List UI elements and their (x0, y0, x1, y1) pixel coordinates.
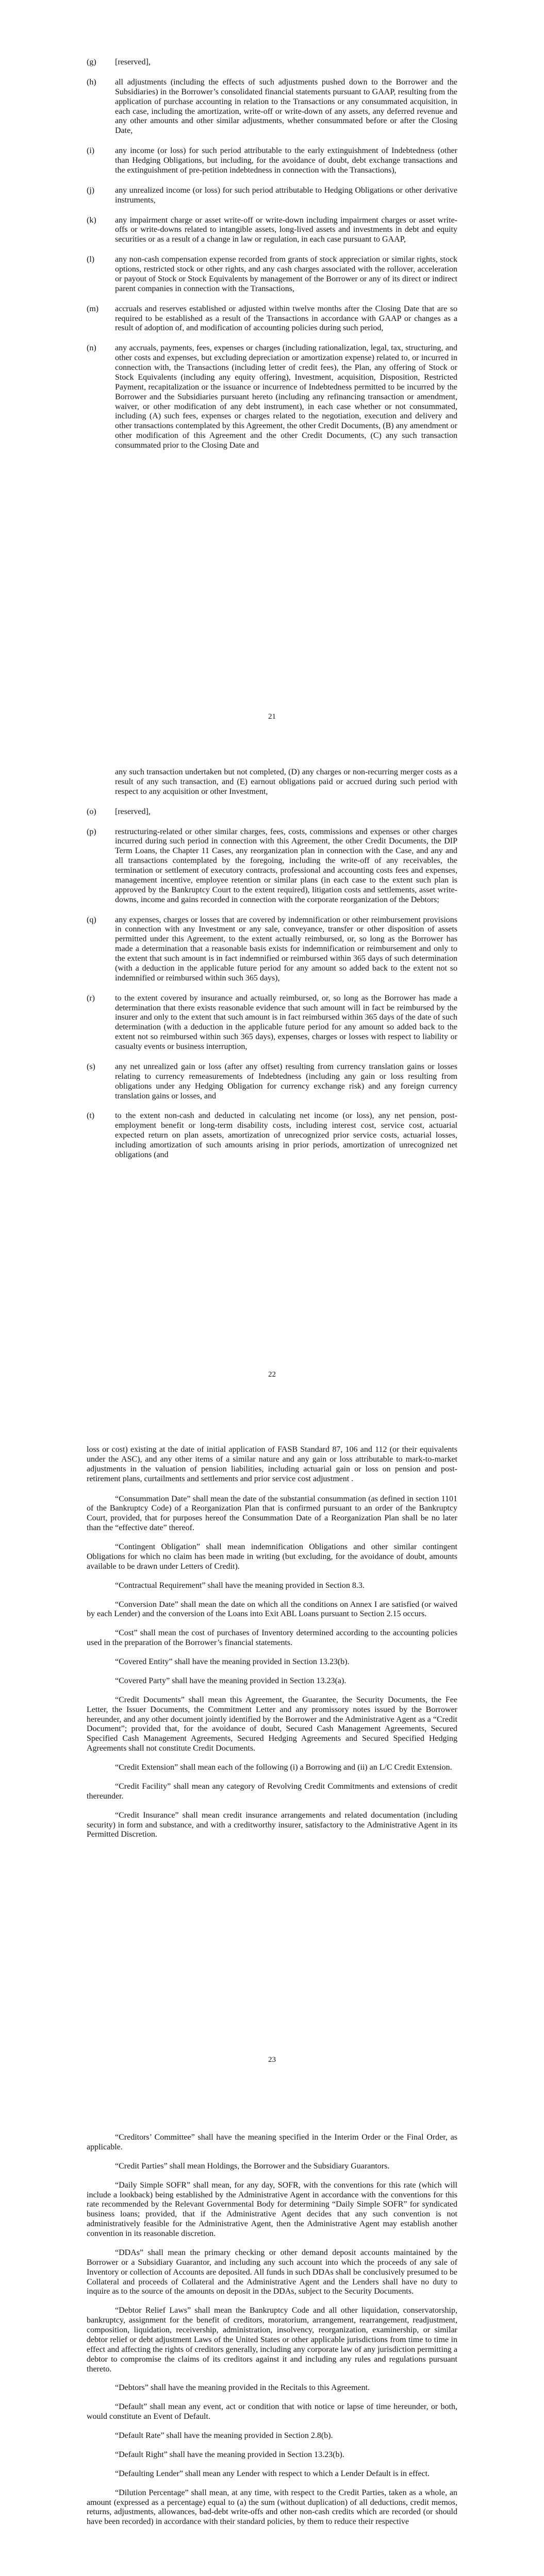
page-number: 21 (268, 713, 276, 721)
clause-r (87, 994, 457, 1052)
clause-o (87, 807, 457, 817)
clause-text: to the extent covered by insurance and actually reimbursed, or, so long as the Borrower has made a determination that there exists reasonable evidence that such amount will in fact be reimbursed by the insurer and only to the extent that such amount is in fact reimbursed within 365 days of the date of such determination (with a deduction in the applicable future period for any amount so added back to the extent not so reimbursed within such 365 days), expenses, charges or losses with respect to liability or casualty events or business interruption, (115, 993, 457, 1051)
definition-credit-insurance: “Credit Insurance” shall mean credit insurance arrangements and related documentation (including security) in form and substance, and with a creditworthy insurer, satisfactory to the Administrative Agent in its Permitted Discretion. (87, 1810, 457, 1839)
clause-label: (m) (87, 304, 99, 313)
definition-consummation-date: “Consummation Date” shall mean the date of the substantial consummation (as defined in section 1101 of the Bankruptcy Code) of a Reorganization Plan that is confirmed pursuant to an order of the Bankruptcy Court, provided, that for purposes hereof the Consummation Date of a Reorganization Plan shall be no later than the “effective date” thereof. (87, 1494, 457, 1533)
definition-credit-facility: “Credit Facility” shall mean any category of Revolving Credit Commitments and extensions of credit thereunder. (87, 1782, 457, 1801)
clause-n (87, 344, 457, 451)
clause-continuation: loss or cost) existing at the date of initial application of FASB Standard 87, 106 and 112 (or their equivalents under the ASC), and any other items of a similar nature and any gain or loss attributable to mark-to-market adjustments in the valuation of pension liabilities, including actuarial gain or loss on pension and post-retirement plans, curtailments and settlements and prior service cost adjustment . (87, 1445, 457, 1483)
page-number: 22 (268, 1370, 276, 1379)
clause-p (87, 827, 457, 905)
clause-label: (j) (87, 185, 95, 195)
clause-text: all adjustments (including the effects of such adjustments pushed down to the Borrower and the Subsidiaries) in the Borrower’s consolidated financial statements pursuant to GAAP, resulting from the application of purchase accounting in relation to the Transactions or any consummated acquisition, in each case, including the amortization, write-off or write-down of any assets, any deferred revenue and any other amounts and other similar adjustments, whether consummated before or after the Closing Date, (115, 77, 457, 135)
definition-defaulting-lender: “Defaulting Lender” shall mean any Lender with respect to which a Lender Default is in effect. (115, 2469, 430, 2478)
clause-g (87, 58, 457, 67)
document-page-23 (0, 1445, 544, 1849)
clause-m (87, 304, 457, 334)
clause-label: (i) (87, 146, 95, 156)
clause-label: (p) (87, 827, 96, 836)
definition-contractual-requirement: “Contractual Requirement” shall have the meaning provided in Section 8.3. (115, 1581, 365, 1590)
document-page-24 (0, 2133, 544, 2536)
definition-creditors-committee: “Creditors’ Committee” shall have the meaning specified in the Interim Order or the Final Order, as applicable. (87, 2133, 457, 2151)
clause-text: restructuring-related or other similar charges, fees, costs, commissions and expenses or other charges incurred during such period in connection with this Agreement, the other Credit Documents, the DIP Term Loans, the Chapter 11 Cases, any reorganization plan in connection with the Case, and any and all transactions contemplated by the foregoing, including the write-off of any receivables, the termination or settlement of executory contracts, professional and accounting costs fees and expenses, management incentive, employee retention or similar plans (in each case to the extent such plan is approved by the Bankruptcy Court to the extent required), litigation costs and settlements, asset write-downs, income and gains recorded in connection with the corporate reorganization of the Debtors; (115, 827, 457, 904)
clause-label: (o) (87, 807, 96, 816)
clause-s (87, 1062, 457, 1101)
clause-h (87, 78, 457, 136)
clause-text: [reserved], (115, 807, 151, 816)
definition-default-right: “Default Right” shall have the meaning provided in Section 13.23(b). (115, 2450, 344, 2459)
definition-default-rate: “Default Rate” shall have the meaning provided in Section 2.8(b). (115, 2431, 333, 2440)
clause-label: (r) (87, 993, 95, 1003)
clause-text: any income (or loss) for such period attributable to the early extinguishment of Indebtedness (other than Hedging Obligations, but including, for the avoidance of doubt, debt exchange transactions and the extinguishment of pre-petition indebtedness in connection with the Transactions), (115, 146, 457, 175)
clause-text: [reserved], (115, 58, 151, 66)
definition-contingent-obligation: “Contingent Obligation” shall mean indemnification Obligations and other similar contingent Obligations for which no claim has been made in writing (but excluding, for the avoidance of doubt, amounts available to be drawn under Letters of Credit). (87, 1543, 457, 1571)
clause-label: (s) (87, 1062, 95, 1071)
clause-text: any non-cash compensation expense recorded from grants of stock appreciation or similar rights, stock options, restricted stock or other rights, and any cash charges associated with the rollover, acceleration or payout of Stock or Stock Equivalents by management of the Borrower or any of its direct or indirect parent companies in connection with the Transactions, (115, 255, 457, 293)
definition-conversion-date: “Conversion Date” shall mean the date on which all the conditions on Annex I are satisfied (or waived by each Lender) and the conversion of the Loans into Exit ABL Loans pursuant to Section 2.15 occurs. (87, 1600, 457, 1619)
definition-covered-party: “Covered Party” shall have the meaning provided in Section 13.23(a). (115, 1676, 347, 1685)
clause-text: any expenses, charges or losses that are covered by indemnification or other reimbursement provisions in connection with any Investment or any sale, conveyance, transfer or other disposition of assets permitted under this Agreement, to the extent actually reimbursed, or, so long as the Borrower has made a determination that a reasonable basis exists for indemnification or reimbursement and only to the extent that such amount is in fact indemnified or reimbursed within 365 days of such determination (with a deduction in the applicable future period for any amount so added back to the extent not so indemnified or reimbursed within such 365 days), (115, 915, 457, 982)
definition-covered-entity: “Covered Entity” shall have the meaning provided in Section 13.23(b). (115, 1657, 350, 1666)
clause-text: any impairment charge or asset write-off or write-down including impairment charges or asset write-offs or write-downs related to intangible assets, long-lived assets and investments in debt and equity securities or as a result of a change in law or regulation, in each case pursuant to GAAP, (115, 215, 457, 244)
definition-dilution-percentage: “Dilution Percentage” shall mean, at any time, with respect to the Credit Parties, taken as a whole, an amount (expressed as a percentage) equal to (a) the sum (without duplication) of all deductions, credit memos, returns, adjustments, allowances, bad-debt write-offs and other non-cash credits which are recorded (or should have been recorded) in accordance with their standard policies, by them to reduce their respective (87, 2488, 457, 2527)
definition-credit-parties: “Credit Parties” shall mean Holdings, the Borrower and the Subsidiary Guarantors. (115, 2161, 390, 2171)
document-page-21 (0, 58, 544, 461)
definition-credit-extension: “Credit Extension” shall mean each of the following (i) a Borrowing and (ii) an L/C Credit Extension. (115, 1763, 452, 1772)
clause-q (87, 916, 457, 984)
definition-ddas: “DDAs” shall mean the primary checking or other demand deposit accounts maintained by the Borrower or a Subsidiary Guarantor, and including any such account into which the proceeds of any sale of Inventory or collection of Accounts are deposited. All funds in such DDAs shall be conclusively presumed to be Collateral and proceeds of Collateral and the Administrative Agent and the Lenders shall have no duty to inquire as to the source of the amounts on deposit in the DDAs, subject to the Security Documents. (87, 2248, 457, 2296)
clause-label: (n) (87, 344, 96, 353)
clause-label: (q) (87, 915, 96, 924)
clause-text: any accruals, payments, fees, expenses or charges (including rationalization, legal, tax, structuring, and other costs and expenses, but excluding depreciation or amortization expense) related to, or incurred in connection with, the Transactions (including letter of credit fees), the Plan, any offering of Stock or Stock Equivalents (including any equity offering), Investment, acquisition, Disposition, Restricted Payment, recapitalization or the issuance or incurrence of Indebtedness permitted to be incurred by the Borrower and the Subsidiaries pursuant hereto (including any refinancing transaction or amendment, waiver, or other modification of any debt instrument), in each case whether or not consummated, including (A) such fees, expenses or charges related to the negotiation, execution and delivery and other transactions contemplated by this Agreement, the other Credit Documents, (B) any amendment or other modification of this Agreement and the other Credit Documents, (C) any such transaction consummated prior to the Closing Date and (115, 344, 457, 450)
clause-label: (k) (87, 215, 96, 225)
clause-text: any net unrealized gain or loss (after any offset) resulting from currency translation gains or losses relating to currency remeasurements of Indebtedness (including any gain or loss resulting from obligations under any Hedging Obligation for currency exchange risk) and any foreign currency translation gains or losses, and (115, 1062, 457, 1100)
clause-t (87, 1111, 457, 1160)
definition-default: “Default” shall mean any event, act or condition that with notice or lapse of time hereunder, or both, would constitute an Event of Default. (87, 2402, 457, 2421)
clause-text: accruals and reserves established or adjusted within twelve months after the Closing Date that are so required to be established as a result of the Transactions in accordance with GAAP or changes as a result of adoption of, and modification of accounting policies during such period, (115, 304, 457, 333)
clause-text: any unrealized income (or loss) for such period attributable to Hedging Obligations or other derivative instruments, (115, 185, 457, 205)
clause-j (87, 186, 457, 206)
document-page-22 (0, 768, 544, 1171)
definition-debtor-relief-laws: “Debtor Relief Laws” shall mean the Bankruptcy Code and all other liquidation, conservatorship, bankruptcy, assignment for the benefit of creditors, moratorium, arrangement, rearrangement, readjustment, composition, liquidation, receivership, administration, insolvency, reorganization, examinership, or similar debtor relief or debt adjustment Laws of the United States or other applicable jurisdictions from time to time in effect and affecting the rights of creditors generally, including any corporate law of any jurisdiction permitting a debtor to compromise the claims of its creditors against it and including any rules and regulations pursuant thereto. (87, 2306, 457, 2374)
definition-daily-simple-sofr: “Daily Simple SOFR” shall mean, for any day, SOFR, with the conventions for this rate (which will include a lookback) being established by the Administrative Agent in accordance with the conventions for this rate recommended by the Relevant Governmental Body for determining “Daily Simple SOFR” for syndicated business loans; provided, that if the Administrative Agent decides that any such convention is not administratively feasible for the Administrative Agent, then the Administrative Agent may establish another convention in its reasonable discretion. (87, 2180, 457, 2238)
clause-text: to the extent non-cash and deducted in calculating net income (or loss), any net pension, post-employment benefit or long-term disability costs, including interest cost, service cost, actuarial expected return on plan assets, amortization of unrecognized prior service costs, actuarial losses, including amortization of such amounts arising in prior periods, amortization of unrecognized net obligations (and (115, 1111, 457, 1159)
clause-k (87, 216, 457, 245)
definition-credit-documents: “Credit Documents” shall mean this Agreement, the Guarantee, the Security Documents, the Fee Letter, the Issuer Documents, the Commitment Letter and any promissory notes issued by the Borrower hereunder, and any other document jointly identified by the Borrower and the Administrative Agent as a “Credit Document”; provided that, for the avoidance of doubt, Secured Cash Management Agreements, Secured Specified Cash Management Agreements, Secured Hedging Agreements and Secured Specified Hedging Agreements shall not constitute Credit Documents. (87, 1695, 457, 1753)
page-number: 23 (268, 2056, 276, 2064)
clause-label: (t) (87, 1111, 95, 1121)
clause-i (87, 146, 457, 176)
clause-label: (l) (87, 255, 95, 264)
definition-debtors: “Debtors” shall have the meaning provided in the Recitals to this Agreement. (115, 2383, 370, 2393)
definition-cost: “Cost” shall mean the cost of purchases of Inventory determined according to the accounting policies used in the preparation of the Borrower’s financial statements. (87, 1629, 457, 1648)
clause-l (87, 255, 457, 294)
clause-continuation: any such transaction undertaken but not completed, (D) any charges or non-recurring merger costs as a result of any such transaction, and (E) earnout obligations paid or accrued during such period with respect to any acquisition or other Investment, (115, 768, 457, 796)
clause-label: (g) (87, 58, 96, 66)
clause-label: (h) (87, 77, 96, 87)
